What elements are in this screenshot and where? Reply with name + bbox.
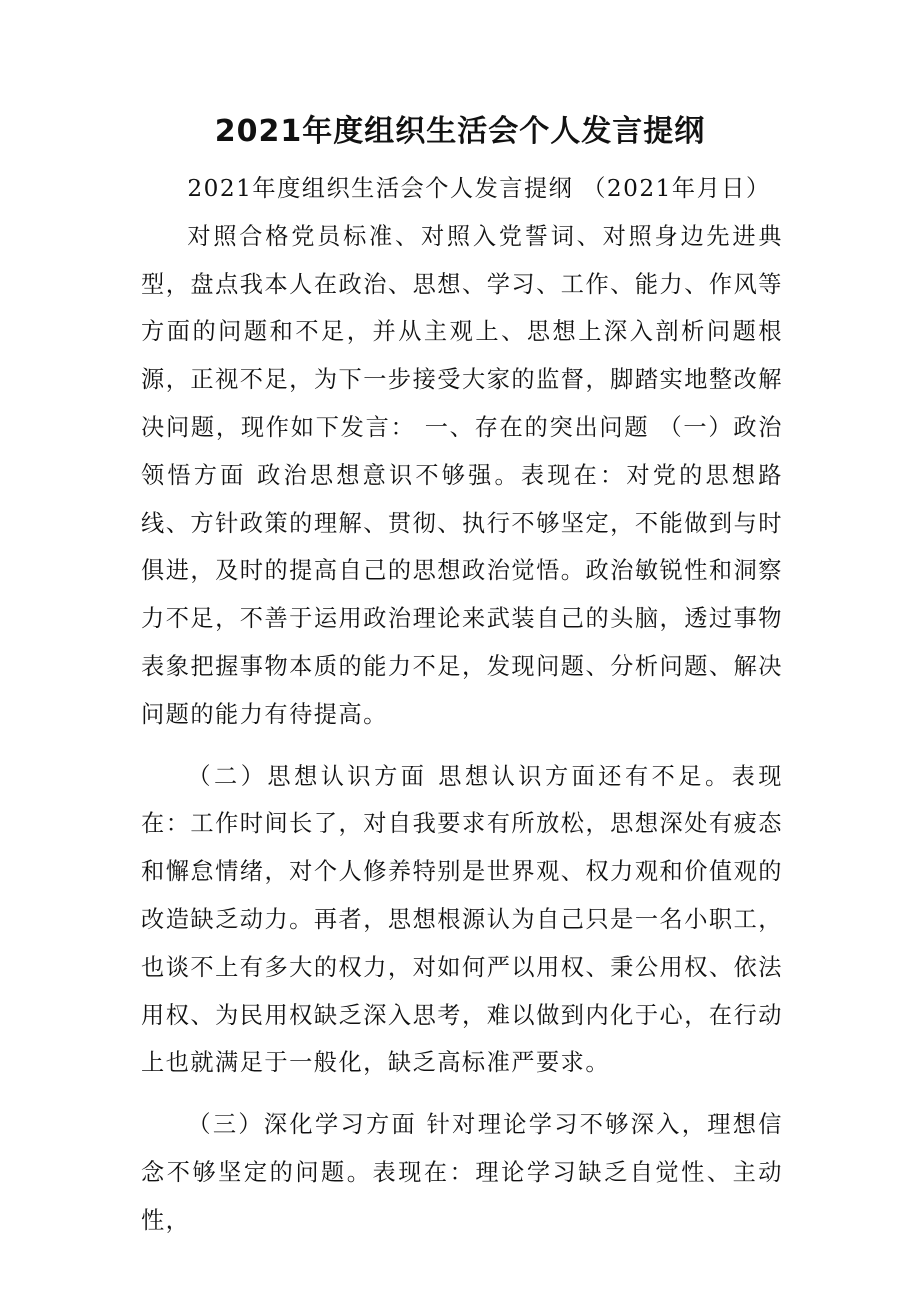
document-body (141, 165, 783, 1245)
paragraph-ideological-understanding: （二）思想认识方面 思想认识方面还有不足。表现在：工作时间长了，对自我要求有所放松，思想深处有疲态和懈怠情绪，对个人修养特别是世界观、权力观和价值观的改造缺乏动力。再者，思想根源认为自己只是一名小职工，也谈不上有多大的权力，对如何严以用权、秉公用权、依法用权、为民用权缺乏深入思考，难以做到内化于心，在行动上也就满足于一般化，缺乏高标准严要求。 (141, 762, 783, 1077)
paragraph-deepening-study: （三）深化学习方面 针对理论学习不够深入，理想信念不够坚定的问题。表现在：理论学习缺乏自觉性、主动性， (141, 1111, 783, 1234)
paragraph-introduction: 对照合格党员标准、对照入党誓词、对照身边先进典型，盘点我本人在政治、思想、学习、工作、能力、作风等方面的问题和不足，并从主观上、思想上深入剖析问题根源，正视不足，为下一步接受大家的监督，脚踏实地整改解决问题，现作如下发言： 一、存在的突出问题 （一）政治领悟方面 政治思想意识不够强。表现在：对党的思想路线、方针政策的理解、贯彻、执行不够坚定，不能做到与时俱进，及时的提高自己的思想政治觉悟。政治敏锐性和洞察力不足，不善于运用政治理论来武装自己的头脑，透过事物表象把握事物本质的能力不足，发现问题、分析问题、解决问题的能力有待提高。 (141, 222, 783, 728)
paragraph-subtitle: 2021年度组织生活会个人发言提纲 （2021年月日） (187, 175, 771, 202)
document-title: 2021年度组织生活会个人发言提纲 (214, 114, 706, 149)
